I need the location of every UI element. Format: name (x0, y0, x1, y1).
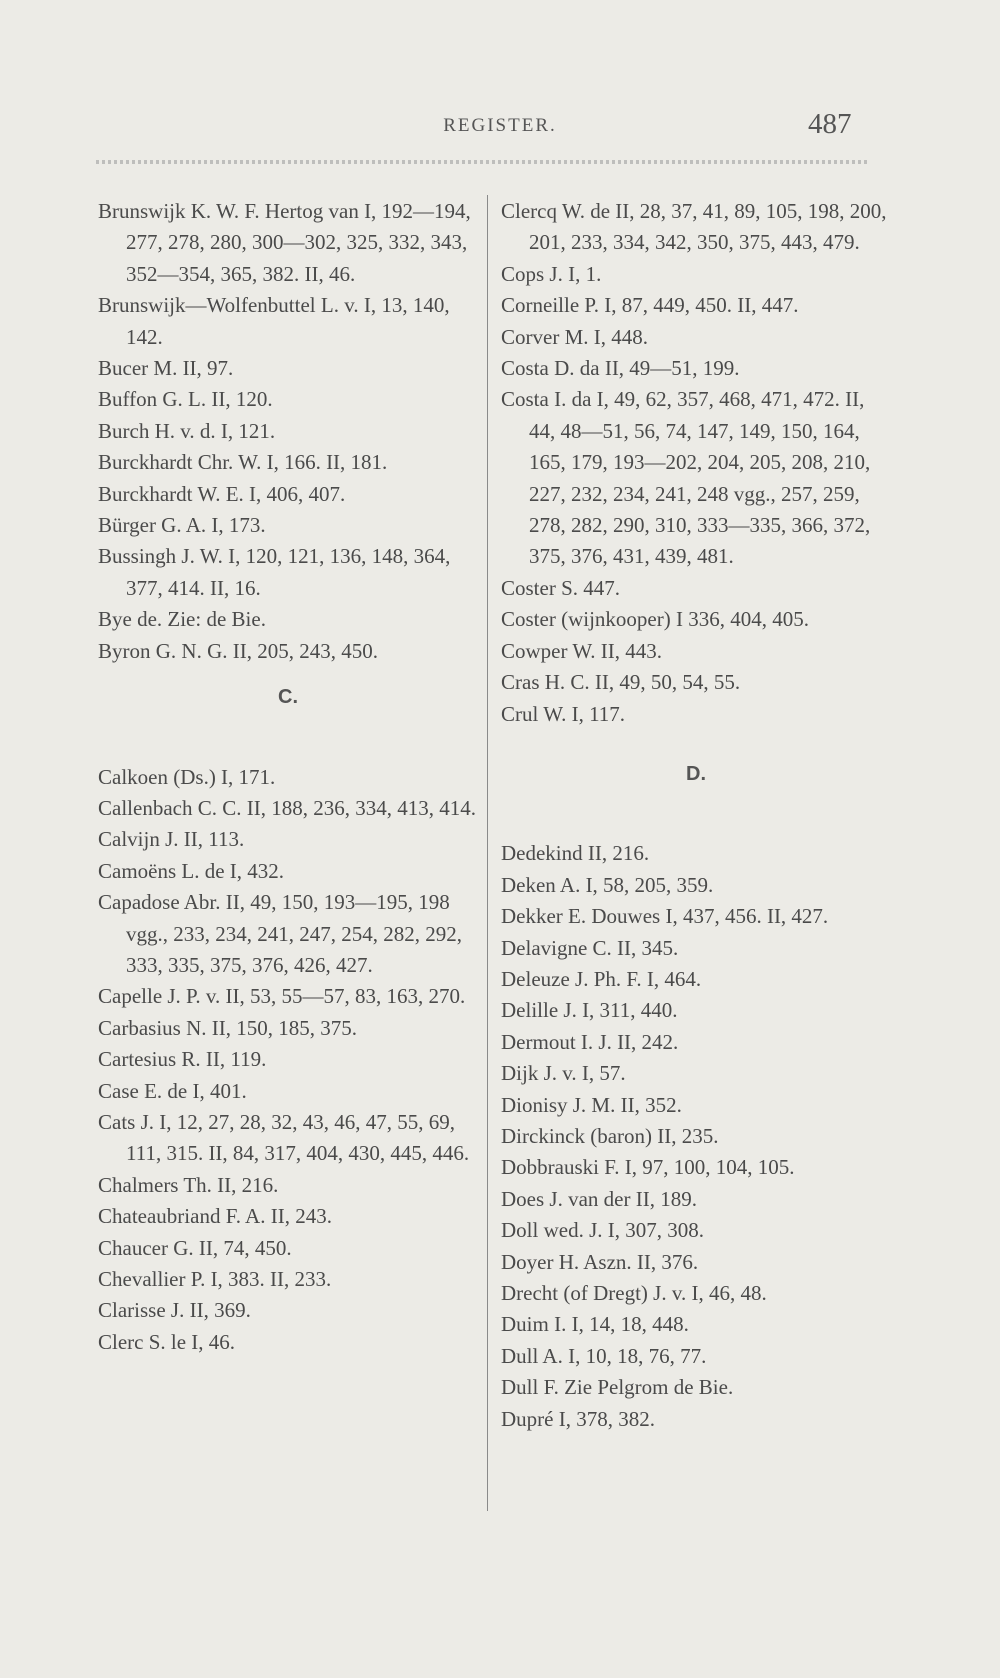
index-entry: Burckhardt Chr. W. I, 166. II, 181. (98, 450, 388, 475)
index-entry: Chalmers Th. II, 216. (98, 1172, 279, 1197)
index-entry: Bussingh J. W. I, 120, 121, 136, 148, 364, 377, 414. II, 16. (98, 544, 451, 600)
running-title: REGISTER. (443, 115, 557, 136)
index-entry: Dirckinck (baron) II, 235. (501, 1123, 719, 1148)
index-entry: Case E. de I, 401. (98, 1078, 247, 1103)
index-entry: Cats J. I, 12, 27, 28, 32, 43, 46, 47, 55, 69, 111, 315. II, 84, 317, 404, 430, 445, 446. (98, 1109, 470, 1166)
index-entry: Dionisy J. M. II, 352. (501, 1092, 682, 1117)
index-entry: Chevallier P. I, 383. II, 233. (98, 1267, 332, 1291)
index-entry: Capadose Abr. II, 49, 150, 193—195, 198 vgg., 233, 234, 241, 247, 254, 282, 292, 333, 335, 375, 376, 426, 427. (98, 890, 462, 977)
index-entry: Does J. van der II, 189. (501, 1186, 697, 1211)
page-header (0, 0, 1000, 170)
index-entry: Clerc S. le I, 46. (98, 1329, 236, 1354)
index-entry: Cops J. I, 1. (501, 261, 602, 286)
index-entry: Costa I. da I, 49, 62, 357, 468, 471, 472. II, 44, 48—51, 56, 74, 147, 149, 150, 164, 165, 179, 193—202, 204, 205, 208, 210, 227, 232, 234, 241, 248 vgg., 257, 259, 278, 282, 290, 310, 333—335, 366, 372, 375, 376, 431, 439, 481. (501, 387, 871, 569)
index-entry: Dull F. Zie Pelgrom de Bie. (501, 1375, 734, 1400)
index-entry: Brunswijk K. W. F. Hertog van I, 192—194, 277, 278, 280, 300—302, 325, 332, 343, 352—354, 365, 382. II, 46. (98, 199, 471, 286)
index-entry: Dull A. I, 10, 18, 76, 77. (501, 1343, 707, 1368)
section-letter-c: C. (278, 686, 298, 709)
index-entry: Clercq W. de II, 28, 37, 41, 89, 105, 198, 200, 201, 233, 334, 342, 350, 375, 443, 479. (501, 199, 887, 255)
index-entry: Cartesius R. II, 119. (98, 1047, 267, 1072)
index-entry: Dekker E. Douwes I, 437, 456. II, 427. (501, 904, 829, 929)
index-entry: Byron G. N. G. II, 205, 243, 450. (98, 638, 378, 663)
index-entry: Delavigne C. II, 345. (501, 935, 679, 960)
right-column (501, 196, 891, 1435)
index-entry: Buffon G. L. II, 120. (98, 387, 273, 412)
index-entry: Dijk J. v. I, 57. (501, 1061, 626, 1086)
index-entry: Chateaubriand F. A. II, 243. (98, 1204, 332, 1229)
index-entry: Dupré I, 378, 382. (501, 1406, 655, 1431)
index-entry: Doll wed. J. I, 307, 308. (501, 1218, 704, 1243)
index-entry: Crul W. I, 117. (501, 701, 626, 726)
index-entry: Capelle J. P. v. II, 53, 55—57, 83, 163, 270. (98, 984, 466, 1009)
index-entry: Camoëns L. de I, 432. (98, 858, 285, 883)
index-entry: Costa D. da II, 49—51, 199. (501, 356, 740, 381)
index-entry: Corver M. I, 448. (501, 324, 648, 349)
index-entry: Corneille P. I, 87, 449, 450. II, 447. (501, 293, 799, 318)
index-entry: Bucer M. II, 97. (98, 356, 234, 381)
index-entry: Bürger G. A. I, 173. (98, 513, 266, 538)
section-letter-d: D. (686, 762, 706, 785)
index-entry: Clarisse J. II, 369. (98, 1298, 251, 1323)
index-entry: Coster (wijnkooper) I 336, 404, 405. (501, 607, 809, 632)
index-entry: Carbasius N. II, 150, 185, 375. (98, 1015, 357, 1040)
index-entry: Duim I. I, 14, 18, 448. (501, 1312, 689, 1337)
index-entry: Chaucer G. II, 74, 450. (98, 1235, 292, 1260)
index-entry: Doyer H. Aszn. II, 376. (501, 1249, 699, 1274)
index-entry: Dobbrauski F. I, 97, 100, 104, 105. (501, 1155, 795, 1180)
index-entry: Calkoen (Ds.) I, 171. (98, 764, 276, 789)
index-entry: Drecht (of Dregt) J. v. I, 46, 48. (501, 1281, 767, 1305)
index-entry: Burckhardt W. E. I, 406, 407. (98, 481, 346, 506)
index-entry: Calvijn J. II, 113. (98, 827, 245, 852)
index-entry: Coster S. 447. (501, 575, 621, 600)
index-entry: Dermout I. J. II, 242. (501, 1029, 679, 1054)
index-entry: Bye de. Zie: de Bie. (98, 607, 266, 632)
index-entry: Delille J. I, 311, 440. (501, 998, 678, 1023)
left-column (98, 196, 478, 1358)
index-entry: Deleuze J. Ph. F. I, 464. (501, 966, 702, 991)
header-rule (96, 160, 868, 164)
index-entry: Burch H. v. d. I, 121. (98, 418, 276, 443)
index-entry: Cowper W. II, 443. (501, 638, 662, 663)
index-entry: Brunswijk—Wolfenbuttel L. v. I, 13, 140, 142. (98, 293, 450, 349)
column-divider (487, 195, 488, 1511)
page-number: 487 (808, 108, 852, 140)
index-entry: Cras H. C. II, 49, 50, 54, 55. (501, 670, 741, 695)
index-entry: Deken A. I, 58, 205, 359. (501, 872, 714, 897)
index-entry: Dedekind II, 216. (501, 841, 650, 866)
index-entry: Callenbach C. C. II, 188, 236, 334, 413, 414. (98, 795, 476, 820)
